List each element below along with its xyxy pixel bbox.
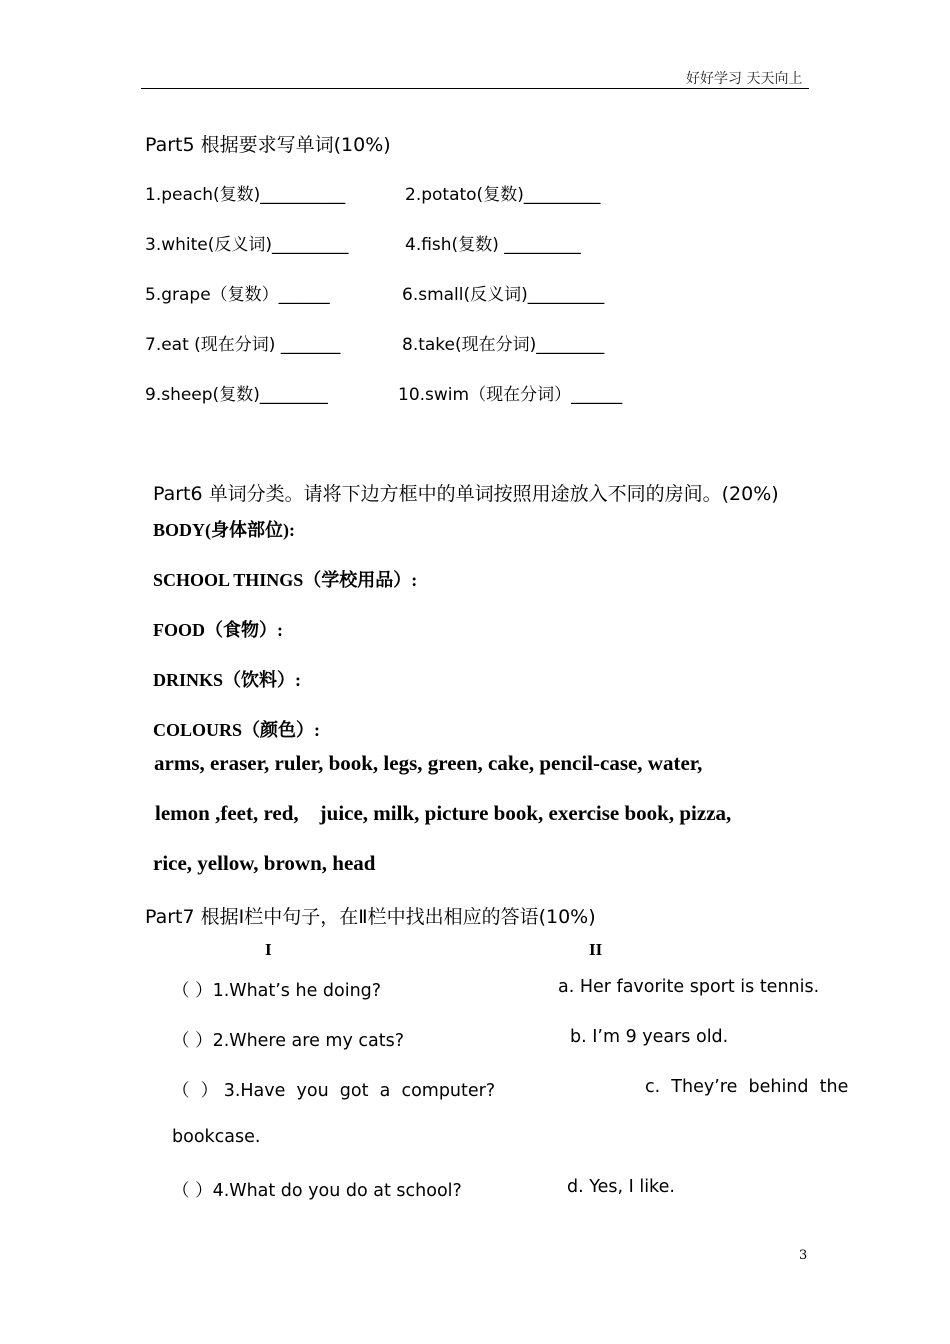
category-body: BODY(身体部位):: [153, 520, 295, 540]
question-2: （ ）2.Where are my cats?: [172, 1031, 405, 1051]
part5-title: Part5 根据要求写单词(10%): [145, 134, 391, 156]
word-line-1: arms, eraser, ruler, book, legs, green, cake, pencil-case, water,: [154, 751, 703, 775]
column-i-heading: I: [265, 940, 272, 959]
word-line-3: rice, yellow, brown, head: [153, 851, 376, 875]
part5-item-9: 9.sheep(复数)________: [145, 385, 328, 405]
word-line-2: lemon ,feet, red, juice, milk, picture book, exercise book, pizza,: [155, 801, 732, 825]
question-4: （ ）4.What do you do at school?: [172, 1181, 462, 1201]
column-ii-heading: II: [589, 940, 603, 959]
answer-a: a. Her favorite sport is tennis.: [558, 977, 820, 997]
header-motto: 好好学习 天天向上: [686, 71, 803, 87]
part5-item-6: 6.small(反义词)_________: [402, 285, 605, 305]
question-1: （ ）1.What’s he doing?: [172, 981, 382, 1001]
part5-item-3: 3.white(反义词)_________: [145, 235, 349, 255]
part5-item-2: 2.potato(复数)_________: [405, 185, 601, 205]
part5-item-7: 7.eat (现在分词) _______: [145, 335, 341, 355]
part5-item-10: 10.swim（现在分词）______: [398, 385, 623, 405]
page-number: 3: [799, 1248, 808, 1263]
category-drinks: DRINKS（饮料）:: [153, 670, 302, 690]
part5-item-5: 5.grape（复数）______: [145, 285, 330, 305]
answer-d: d. Yes, I like.: [567, 1177, 675, 1197]
question-3: （ ） 3.Have you got a computer?: [172, 1081, 496, 1101]
part6-title: Part6 单词分类。请将下边方框中的单词按照用途放入不同的房间。(20%): [153, 483, 779, 505]
header-rule: [141, 88, 809, 89]
category-colours: COLOURS（颜色）:: [153, 720, 321, 740]
part5-item-4: 4.fish(复数) _________: [405, 235, 581, 255]
part7-title: Part7 根据Ⅰ栏中句子，在Ⅱ栏中找出相应的答语(10%): [145, 906, 596, 928]
answer-c: c. They’re behind the: [645, 1077, 849, 1097]
part5-item-1: 1.peach(复数)__________: [145, 185, 346, 205]
part5-item-8: 8.take(现在分词)________: [402, 335, 605, 355]
category-school-things: SCHOOL THINGS（学校用品）:: [153, 570, 418, 590]
answer-c-continued: bookcase.: [172, 1127, 261, 1147]
category-food: FOOD（食物）:: [153, 620, 283, 640]
answer-b: b. I’m 9 years old.: [570, 1027, 729, 1047]
